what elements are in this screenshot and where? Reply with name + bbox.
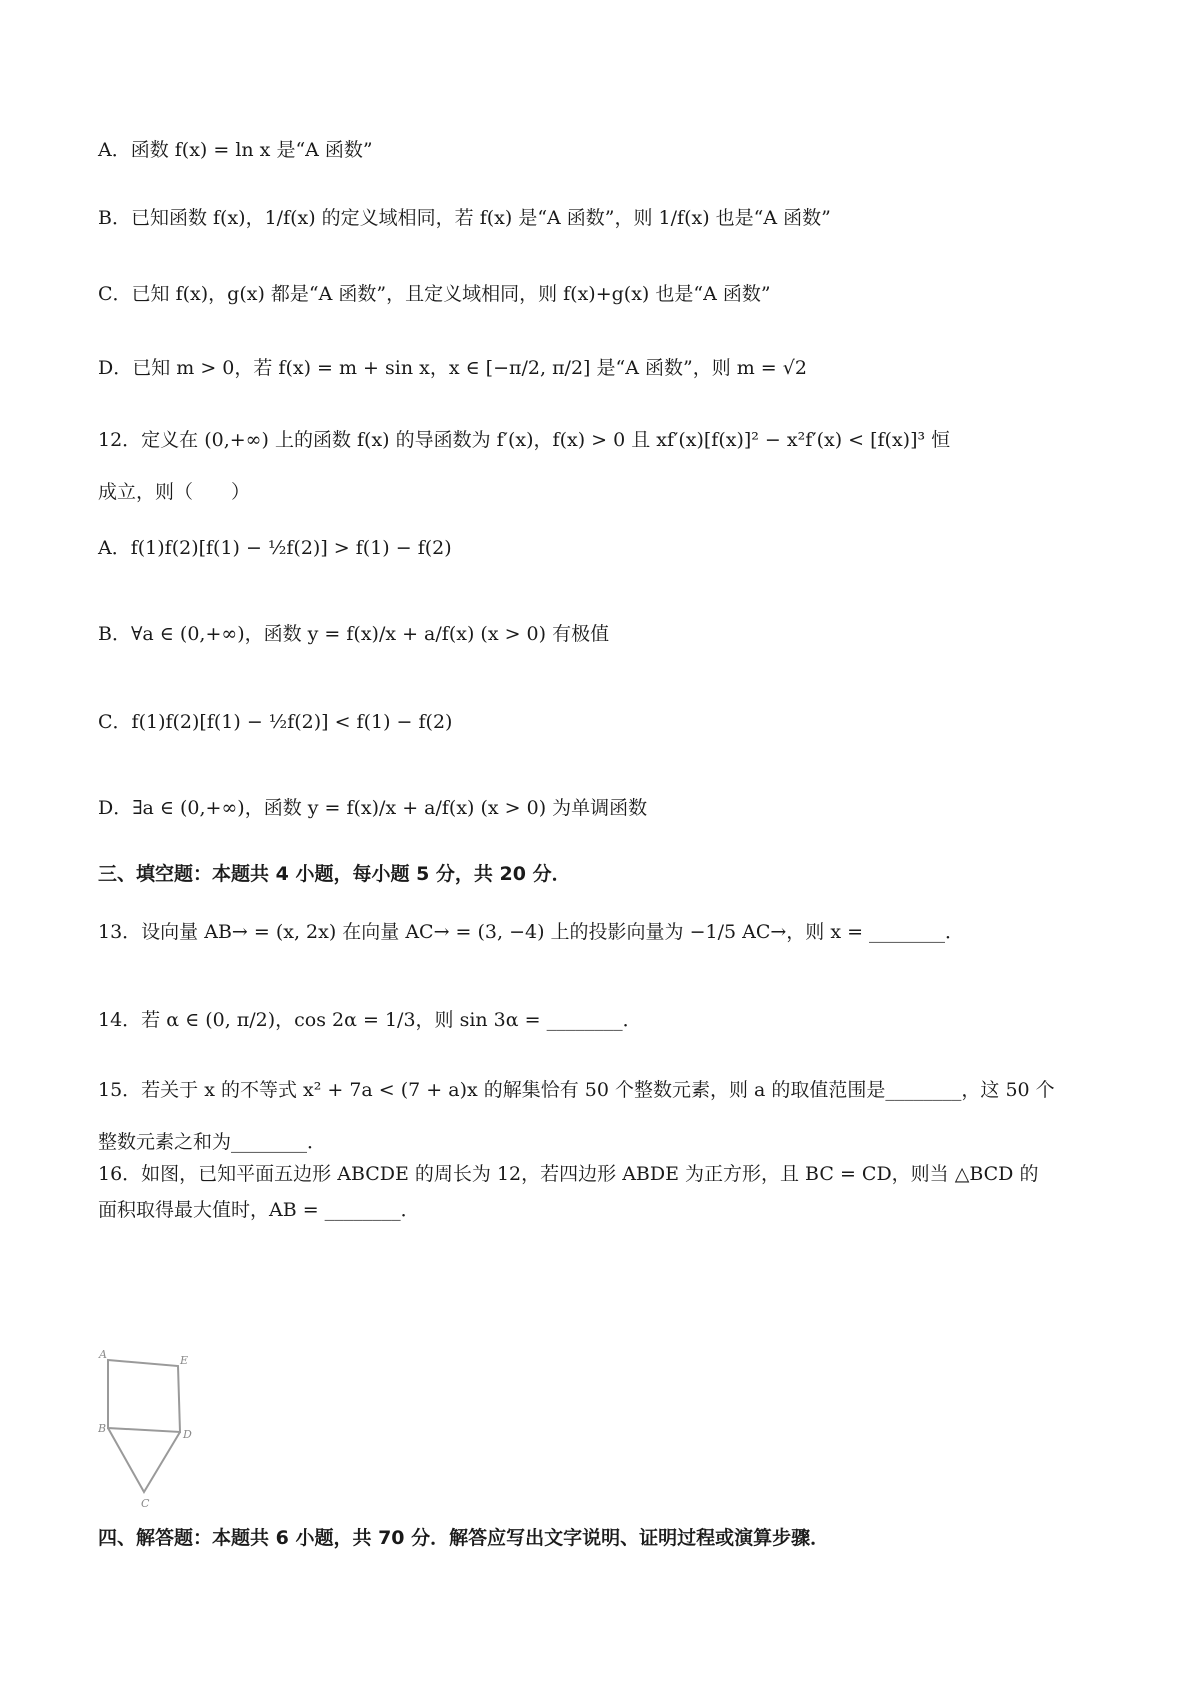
q12-option-b: B．∀a ∈ (0,+∞)，函数 y = f(x)/x + a/f(x) (x > 0) 有极值 [98, 623, 610, 645]
section4-title: 四、解答题：本题共 6 小题，共 70 分．解答应写出文字说明、证明过程或演算步骤． [98, 1527, 830, 1549]
q16-line2: 面积取得最大值时，AB = ________． [98, 1199, 420, 1221]
q13: 13．设向量 AB→ = (x, 2x) 在向量 AC→ = (3, −4) 上的投影向量为 −1/5 AC→，则 x = ________． [98, 921, 965, 943]
pentagon-figure [98, 1342, 208, 1512]
q15-line1: 15．若关于 x 的不等式 x² + 7a < (7 + a)x 的解集恰有 50 个整数元素，则 a 的取值范围是________，这 50 个 [98, 1079, 1055, 1101]
q14: 14．若 α ∈ (0, π/2)，cos 2α = 1/3，则 sin 3α = ________． [98, 1009, 642, 1031]
label-b: B [98, 1422, 107, 1435]
q12-option-a: A．f(1)f(2)[f(1) − ½f(2)] > f(1) − f(2) [98, 537, 452, 559]
section3-title: 三、填空题：本题共 4 小题，每小题 5 分，共 20 分． [98, 863, 571, 885]
square-abde [108, 1360, 180, 1432]
q15-line2: 整数元素之和为________． [98, 1131, 327, 1153]
q12-stem-line1: 12．定义在 (0,+∞) 上的函数 f(x) 的导函数为 f′(x)，f(x) > 0 且 xf′(x)[f(x)]² − x²f′(x) < [f(x)]³ 恒 [98, 429, 951, 451]
q12-stem-line2: 成立，则（ ） [98, 481, 251, 503]
label-a: A [99, 1348, 107, 1361]
label-e: E [180, 1354, 189, 1367]
label-d: D [183, 1428, 192, 1441]
q11-option-a: A．函数 f(x) = ln x 是“A 函数” [98, 139, 373, 161]
q11-option-d: D．已知 m > 0，若 f(x) = m + sin x，x ∈ [−π/2, π/2] 是“A 函数”，则 m = √2 [98, 357, 807, 379]
q11-option-c: C．已知 f(x)，g(x) 都是“A 函数”，且定义域相同，则 f(x)+g(x) 也是“A 函数” [98, 283, 771, 305]
label-c: C [141, 1497, 150, 1510]
q12-option-c: C．f(1)f(2)[f(1) − ½f(2)] < f(1) − f(2) [98, 711, 453, 733]
triangle-bcd [108, 1428, 180, 1492]
q16-line1: 16．如图，已知平面五边形 ABCDE 的周长为 12，若四边形 ABDE 为正方形，且 BC = CD，则当 △BCD 的 [98, 1163, 1039, 1185]
q11-option-b: B．已知函数 f(x)，1/f(x) 的定义域相同，若 f(x) 是“A 函数”，则 1/f(x) 也是“A 函数” [98, 207, 831, 229]
q12-option-d: D．∃a ∈ (0,+∞)，函数 y = f(x)/x + a/f(x) (x > 0) 为单调函数 [98, 797, 648, 819]
